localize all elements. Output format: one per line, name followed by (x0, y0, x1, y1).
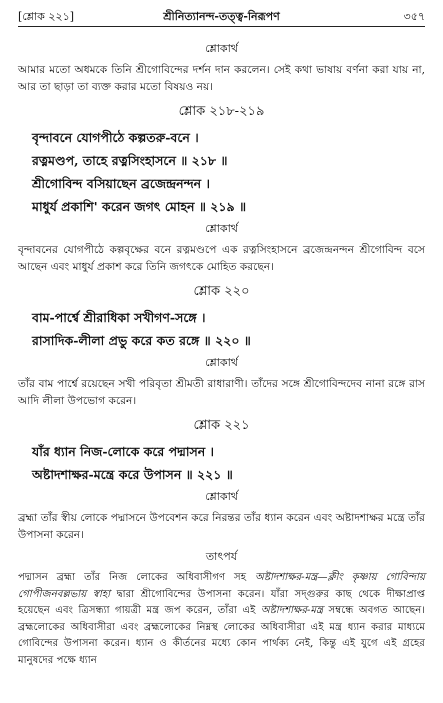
chapter-title: শ্রীনিত্যানন্দ-তত্ত্ব-নিরূপণ (163, 10, 280, 23)
purport-span: সম্বন্ধে অবগত আছেন। ব্রহ্মলোকের অধিবাসীরা এবং ব্রহ্মলোকের নিম্নস্থ লোকের অধিবাসীরা এই মন্ত্র ধ্যান করার মাধ্যমে গোবিন্দের উপাসনা করেন। ধ্যান ও কীর্তনের মধ্যে কোন পার্থক্য নেই, কিন্তু এই যুগে এই গ্রহের মানুষদের পক্ষে ধ্যান (18, 605, 426, 666)
translation-text: তাঁর বাম পার্শ্বে রয়েছেন সখী পরিবৃতা শ্রীমতী রাধারাণী। তাঁদের সঙ্গে শ্রীগোবিন্দদেব নানা রঙ্গে রাস আদি লীলা উপভোগ করেন। (18, 378, 425, 407)
verse-title: শ্লোক ২২০ (193, 284, 250, 299)
header-rule (18, 26, 425, 27)
purport-label: তাৎপর্য (205, 550, 238, 563)
verse-line: বৃন্দাবনে যোগপীঠে কল্পতরু-বনে । (32, 130, 199, 145)
verse-range: [শ্লোক ২২১] (18, 10, 75, 23)
translation-text: ব্রহ্মা তাঁর স্বীয় লোকে পদ্মাসনে উপবেশন করে নিরন্তর তাঁর ধ্যান করেন এবং অষ্টাদশাক্ষর মন্ত্রে তাঁর উপাসনা করেন। (18, 512, 425, 541)
translation-label: শ্লোকার্থ (205, 490, 238, 503)
translation-label: শ্লোকার্থ (205, 222, 238, 235)
mantra-italic: অষ্টাদশাক্ষর-মন্ত্র (260, 605, 324, 616)
page-number: ৩৫৭ (403, 10, 425, 23)
verse-lines (18, 306, 425, 352)
verse-title: শ্লোক ২২১ (193, 418, 250, 433)
purport-span: দ্বারা শ্রীগোবিন্দের উপাসনা করেন। যাঁরা সদ্গুরুর কাছ থেকে দীক্ষাপ্রাপ্ত হয়েছেন এবং ত্রিসন্ধ্যা গায়ত্রী মন্ত্র জপ করেন, তাঁরা এই (18, 588, 426, 616)
verse-lines (18, 440, 425, 486)
verse-line: বাম-পার্শ্বে শ্রীরাধিকা সখীগণ-সঙ্গে । (32, 310, 206, 325)
page-content (18, 38, 425, 669)
purport-span: পদ্মাসন ব্রহ্মা তাঁর নিজ লোকের অধিবাসীগণ সহ (18, 572, 256, 583)
page-header (18, 8, 425, 26)
verse-line: মাধুর্য প্রকাশি' করেন জগৎ মোহন ॥ ২১৯ ॥ (32, 199, 247, 214)
verse-line: যাঁর ধ্যান নিজ-লোকে করে পদ্মাসন । (32, 444, 215, 459)
verse-line: রাসাদিক-লীলা প্রভু করে কত রঙ্গে ॥ ২২০ ॥ (32, 333, 251, 348)
verse-line: অষ্টাদশাক্ষর-মন্ত্রে করে উপাসন ॥ ২২১ ॥ (32, 467, 233, 482)
translation-text: বৃন্দাবনের যোগপীঠে কল্পবৃক্ষের বনে রত্নমণ্ডপে এক রত্নসিংহাসনে ব্রজেন্দ্রনন্দন শ্রীগোবিন্দ বসে আছেন এবং মাধুর্য প্রকাশ করে তিনি জগৎকে মোহিত করছেন। (18, 244, 425, 273)
verse-line: রত্নমণ্ডপ, তাহে রত্নসিংহাসনে ॥ ২১৮ ॥ (32, 153, 228, 168)
mantra-italic: অষ্টাদশাক্ষর-মন্ত্র—ক্লীং কৃষ্ণায় গোবিন্দায় গোপীজনবল্লভায় স্বাহা (18, 572, 425, 600)
translation-text: আমার মতো অধমকে তিনি শ্রীগোবিন্দের দর্শন দান করলেন। সেই কথা ভাষায় বর্ণনা করা যায় না, আর তা ছাড়া তা ব্যক্ত করার মতো বিষয়ও নয়। (18, 64, 425, 93)
translation-label: শ্লোকার্থ (205, 42, 238, 55)
verse-lines (18, 126, 425, 218)
verse-line: শ্রীগোবিন্দ বসিয়াছেন ব্রজেন্দ্রনন্দন । (32, 176, 210, 191)
verse-title: শ্লোক ২১৮-২১৯ (178, 104, 265, 119)
translation-label: শ্লোকার্থ (205, 356, 238, 369)
purport-text (18, 570, 425, 669)
